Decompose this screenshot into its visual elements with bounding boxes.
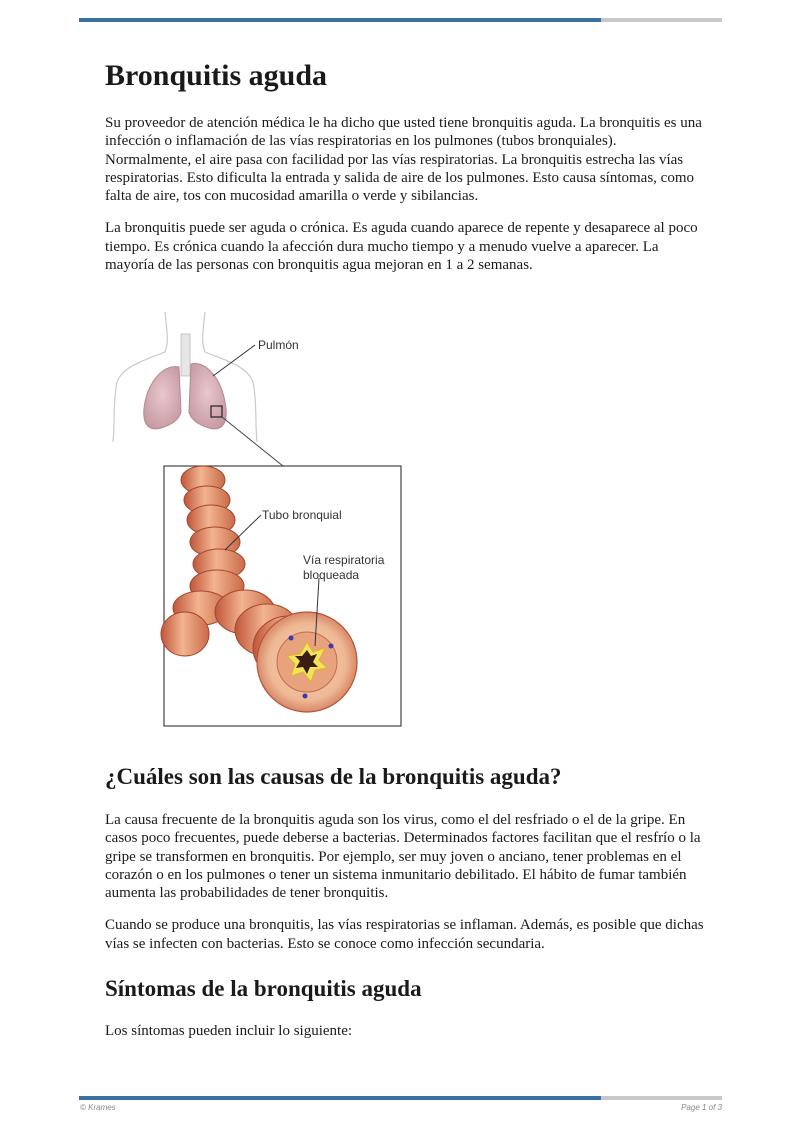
symptoms-intro: Los síntomas pueden incluir lo siguiente:: [105, 1023, 353, 1039]
footer-rule: [79, 1096, 722, 1100]
symptoms-section: [105, 1022, 705, 1040]
intro-section: [105, 56, 705, 274]
symptoms-heading: Síntomas de la bronquitis aguda: [105, 976, 422, 1001]
causes-section: [105, 811, 705, 953]
label-airway-line2: bloqueada: [303, 568, 360, 582]
label-lung: Pulmón: [258, 338, 299, 352]
label-tube: Tubo bronquial: [262, 508, 342, 522]
trachea: [181, 334, 190, 376]
label-airway-line1: Vía respiratoria: [303, 553, 385, 567]
page-title: Bronquitis aguda: [105, 59, 328, 92]
torso-outline: [113, 312, 257, 442]
footer-page-number: Page 1 of 3: [681, 1103, 722, 1112]
header-rule: [79, 18, 722, 22]
bronchitis-illustration: [105, 312, 415, 732]
causes-paragraph-1: La causa frecuente de la bronquitis aguda son los virus, como el del resfriado o el de la gripe. En casos poco frecuentes, puede deberse a bacterias. Determinados factores facilitan que el resfrío o la gripe se transformen en bronquitis. Por ejemplo, ser muy joven o anciano, tener problemas en el corazón o en los pulmones o tener un sistema inmunitario debilitado. El hábito de fumar también aumenta las probabilidades de tener bronquitis.: [105, 812, 701, 902]
anatomy-svg: [105, 312, 415, 732]
right-lung: [189, 363, 226, 428]
gland-dot: [329, 644, 334, 649]
intro-paragraph-2: La bronquitis puede ser aguda o crónica. Es aguda cuando aparece de repente y desaparece al poco tiempo. Es crónica cuando la afección dura mucho tiempo y a menudo vuelve a aparecer. La mayoría de las personas con bronquitis agua mejoran en 1 a 2 semanas.: [105, 220, 698, 274]
gland-dot: [303, 694, 308, 699]
lung-leader: [213, 345, 255, 376]
causes-heading: ¿Cuáles son las causas de la bronquitis aguda?: [105, 764, 562, 789]
footer-copyright: © Krames: [80, 1103, 116, 1112]
left-lung: [144, 367, 181, 429]
zoom-connector: [222, 417, 283, 466]
gland-dot: [289, 636, 294, 641]
intro-paragraph-1: Su proveedor de atención médica le ha dicho que usted tiene bronquitis aguda. La bronquitis es una infección o inflamación de las vías respiratorias en los pulmones (tubos bronquiales). Normalmente, el aire pasa con facilidad por las vías respiratorias. La bronquitis estrecha las vías respiratorias. Esto dificulta la entrada y salida de aire de los pulmones. Esto causa síntomas, como falta de aire, tos con mucosidad amarilla o verde y sibilancias.: [105, 115, 702, 205]
causes-paragraph-2: Cuando se produce una bronquitis, las vías respiratorias se inflaman. Además, es posible que dichas vías se infecten con bacterias. Esto se conoce como infección secundaria.: [105, 917, 704, 952]
